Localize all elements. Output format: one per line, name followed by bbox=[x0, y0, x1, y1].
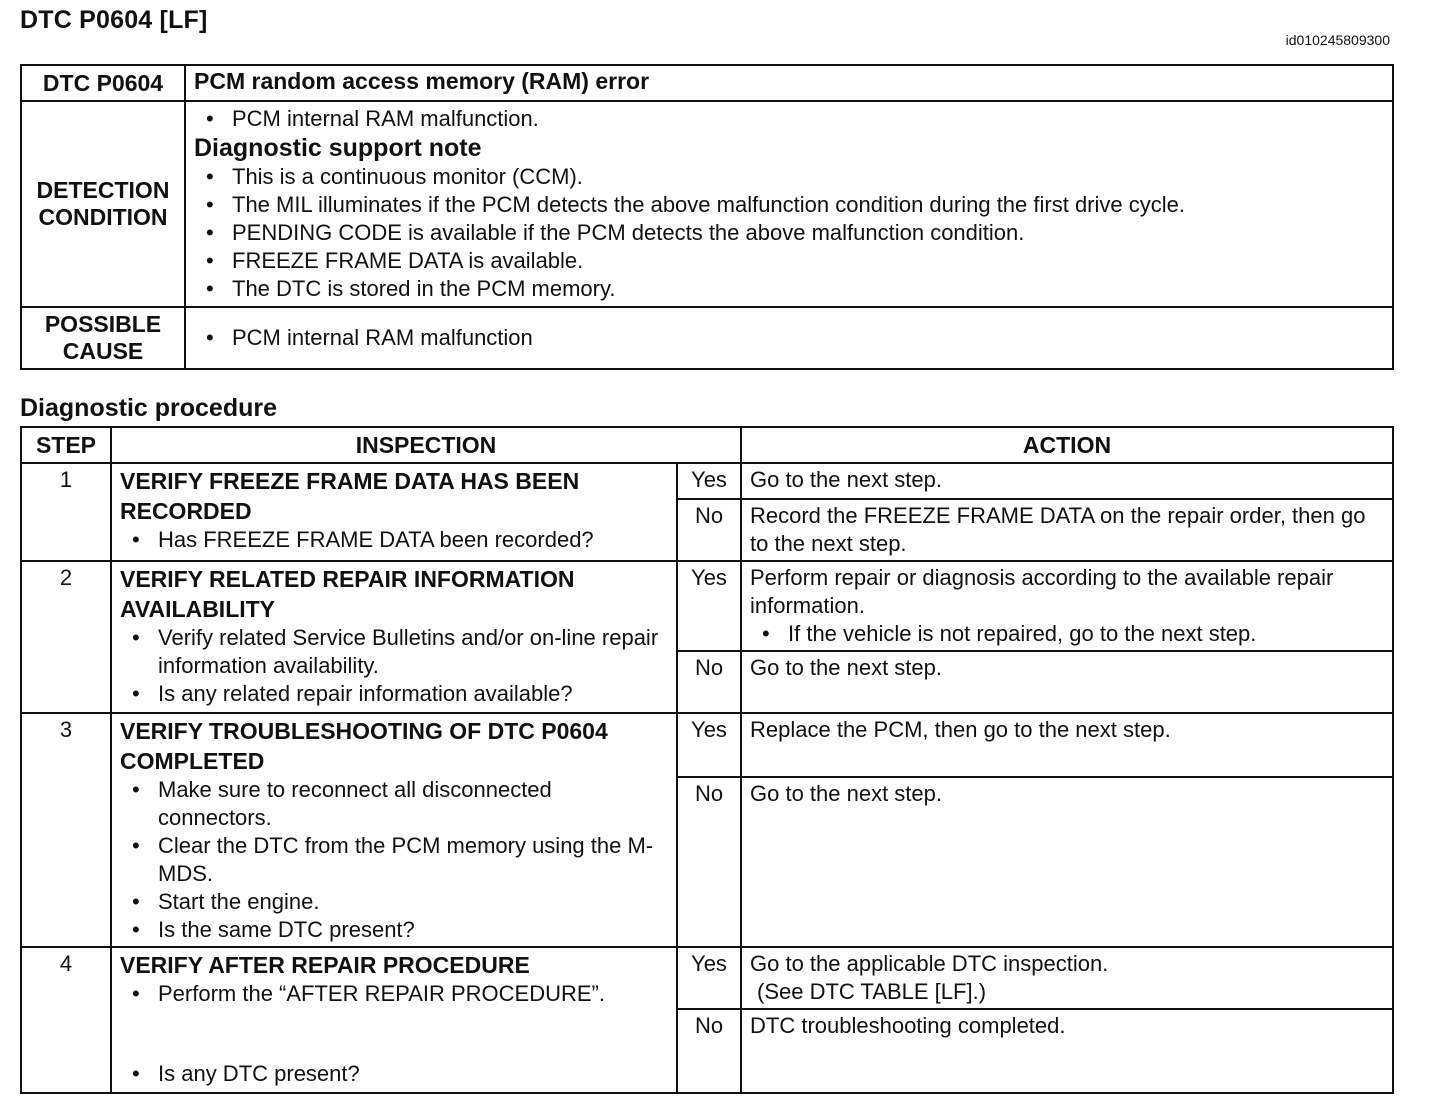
support-note-item: • This is a continuous monitor (CCM). bbox=[194, 163, 1384, 191]
no-action: DTC troubleshooting completed. bbox=[741, 1009, 1393, 1093]
dtc-header-row bbox=[21, 65, 1393, 101]
yes-action: Go to the applicable DTC inspection. bbox=[750, 951, 1109, 976]
no-label: No bbox=[677, 499, 741, 561]
page-title: DTC P0604 [LF] bbox=[20, 6, 208, 34]
no-label: No bbox=[677, 777, 741, 947]
inspection-item: • Is any DTC present? bbox=[120, 1060, 668, 1088]
yes-label: Yes bbox=[677, 463, 741, 499]
support-note-item: • The MIL illuminates if the PCM detects the above malfunction condition during the first drive cycle. bbox=[194, 191, 1384, 219]
step-number: 2 bbox=[21, 561, 111, 713]
yes-action: Perform repair or diagnosis according to the available repair information. bbox=[750, 565, 1334, 618]
inspection-title: VERIFY FREEZE FRAME DATA HAS BEEN RECORDED bbox=[120, 468, 580, 524]
step-number: 3 bbox=[21, 713, 111, 947]
yes-action-subitem: • If the vehicle is not repaired, go to the next step. bbox=[750, 620, 1384, 648]
detection-item: • PCM internal RAM malfunction. bbox=[194, 105, 1384, 133]
no-action: Go to the next step. bbox=[741, 777, 1393, 947]
step-row bbox=[21, 561, 1393, 651]
document-id: id010245809300 bbox=[1285, 32, 1390, 48]
step-number: 4 bbox=[21, 947, 111, 1093]
inspection-cell bbox=[111, 947, 677, 1093]
dtc-description: PCM random access memory (RAM) error bbox=[185, 65, 1393, 101]
possible-cause-row bbox=[21, 307, 1393, 369]
inspection-header: INSPECTION bbox=[111, 427, 741, 463]
inspection-cell bbox=[111, 713, 677, 947]
inspection-item: • Clear the DTC from the PCM memory using the M-MDS. bbox=[120, 832, 668, 888]
inspection-cell bbox=[111, 463, 677, 561]
yes-action-cell bbox=[741, 947, 1393, 1009]
step-header: STEP bbox=[21, 427, 111, 463]
no-label: No bbox=[677, 1009, 741, 1093]
yes-action-reference: (See DTC TABLE [LF].) bbox=[757, 979, 987, 1004]
yes-label: Yes bbox=[677, 561, 741, 651]
dtc-code-cell: DTC P0604 bbox=[21, 65, 185, 101]
no-label: No bbox=[677, 651, 741, 713]
inspection-item: • Perform the “AFTER REPAIR PROCEDURE”. bbox=[120, 980, 668, 1008]
step-row bbox=[21, 463, 1393, 499]
yes-action: Go to the next step. bbox=[741, 463, 1393, 499]
action-header: ACTION bbox=[741, 427, 1393, 463]
yes-label: Yes bbox=[677, 713, 741, 777]
inspection-title: VERIFY AFTER REPAIR PROCEDURE bbox=[120, 952, 530, 978]
diagnostic-procedure-table bbox=[20, 426, 1394, 1094]
yes-action-cell bbox=[741, 561, 1393, 651]
possible-cause-item: • PCM internal RAM malfunction bbox=[194, 324, 1384, 352]
procedure-header-row bbox=[21, 427, 1393, 463]
inspection-item: • Make sure to reconnect all disconnected connectors. bbox=[120, 776, 668, 832]
inspection-cell bbox=[111, 561, 677, 713]
support-note-item: • PENDING CODE is available if the PCM detects the above malfunction condition. bbox=[194, 219, 1384, 247]
step-number: 1 bbox=[21, 463, 111, 561]
no-action: Go to the next step. bbox=[741, 651, 1393, 713]
inspection-item: • Start the engine. bbox=[120, 888, 668, 916]
support-note-heading: Diagnostic support note bbox=[194, 134, 482, 162]
yes-action: Replace the PCM, then go to the next step. bbox=[741, 713, 1393, 777]
inspection-item: • Is the same DTC present? bbox=[120, 916, 668, 944]
yes-label: Yes bbox=[677, 947, 741, 1009]
dtc-info-table bbox=[20, 64, 1394, 370]
inspection-title: VERIFY RELATED REPAIR INFORMATION AVAILABILITY bbox=[120, 566, 575, 622]
possible-cause-content bbox=[185, 307, 1393, 369]
inspection-item: • Is any related repair information available? bbox=[120, 680, 668, 708]
inspection-item: • Has FREEZE FRAME DATA been recorded? bbox=[120, 526, 668, 554]
possible-cause-label: POSSIBLE CAUSE bbox=[21, 307, 185, 369]
step-row bbox=[21, 713, 1393, 777]
inspection-title: VERIFY TROUBLESHOOTING OF DTC P0604 COMPLETED bbox=[120, 718, 608, 774]
support-note-item: • FREEZE FRAME DATA is available. bbox=[194, 247, 1384, 275]
detection-label: DETECTION CONDITION bbox=[21, 101, 185, 307]
inspection-item: • Verify related Service Bulletins and/or on-line repair information availability. bbox=[120, 624, 668, 680]
detection-row bbox=[21, 101, 1393, 307]
no-action: Record the FREEZE FRAME DATA on the repair order, then go to the next step. bbox=[741, 499, 1393, 561]
step-row bbox=[21, 947, 1393, 1009]
support-note-item: • The DTC is stored in the PCM memory. bbox=[194, 275, 1384, 303]
diagnostic-procedure-title: Diagnostic procedure bbox=[20, 394, 277, 422]
detection-content bbox=[185, 101, 1393, 307]
